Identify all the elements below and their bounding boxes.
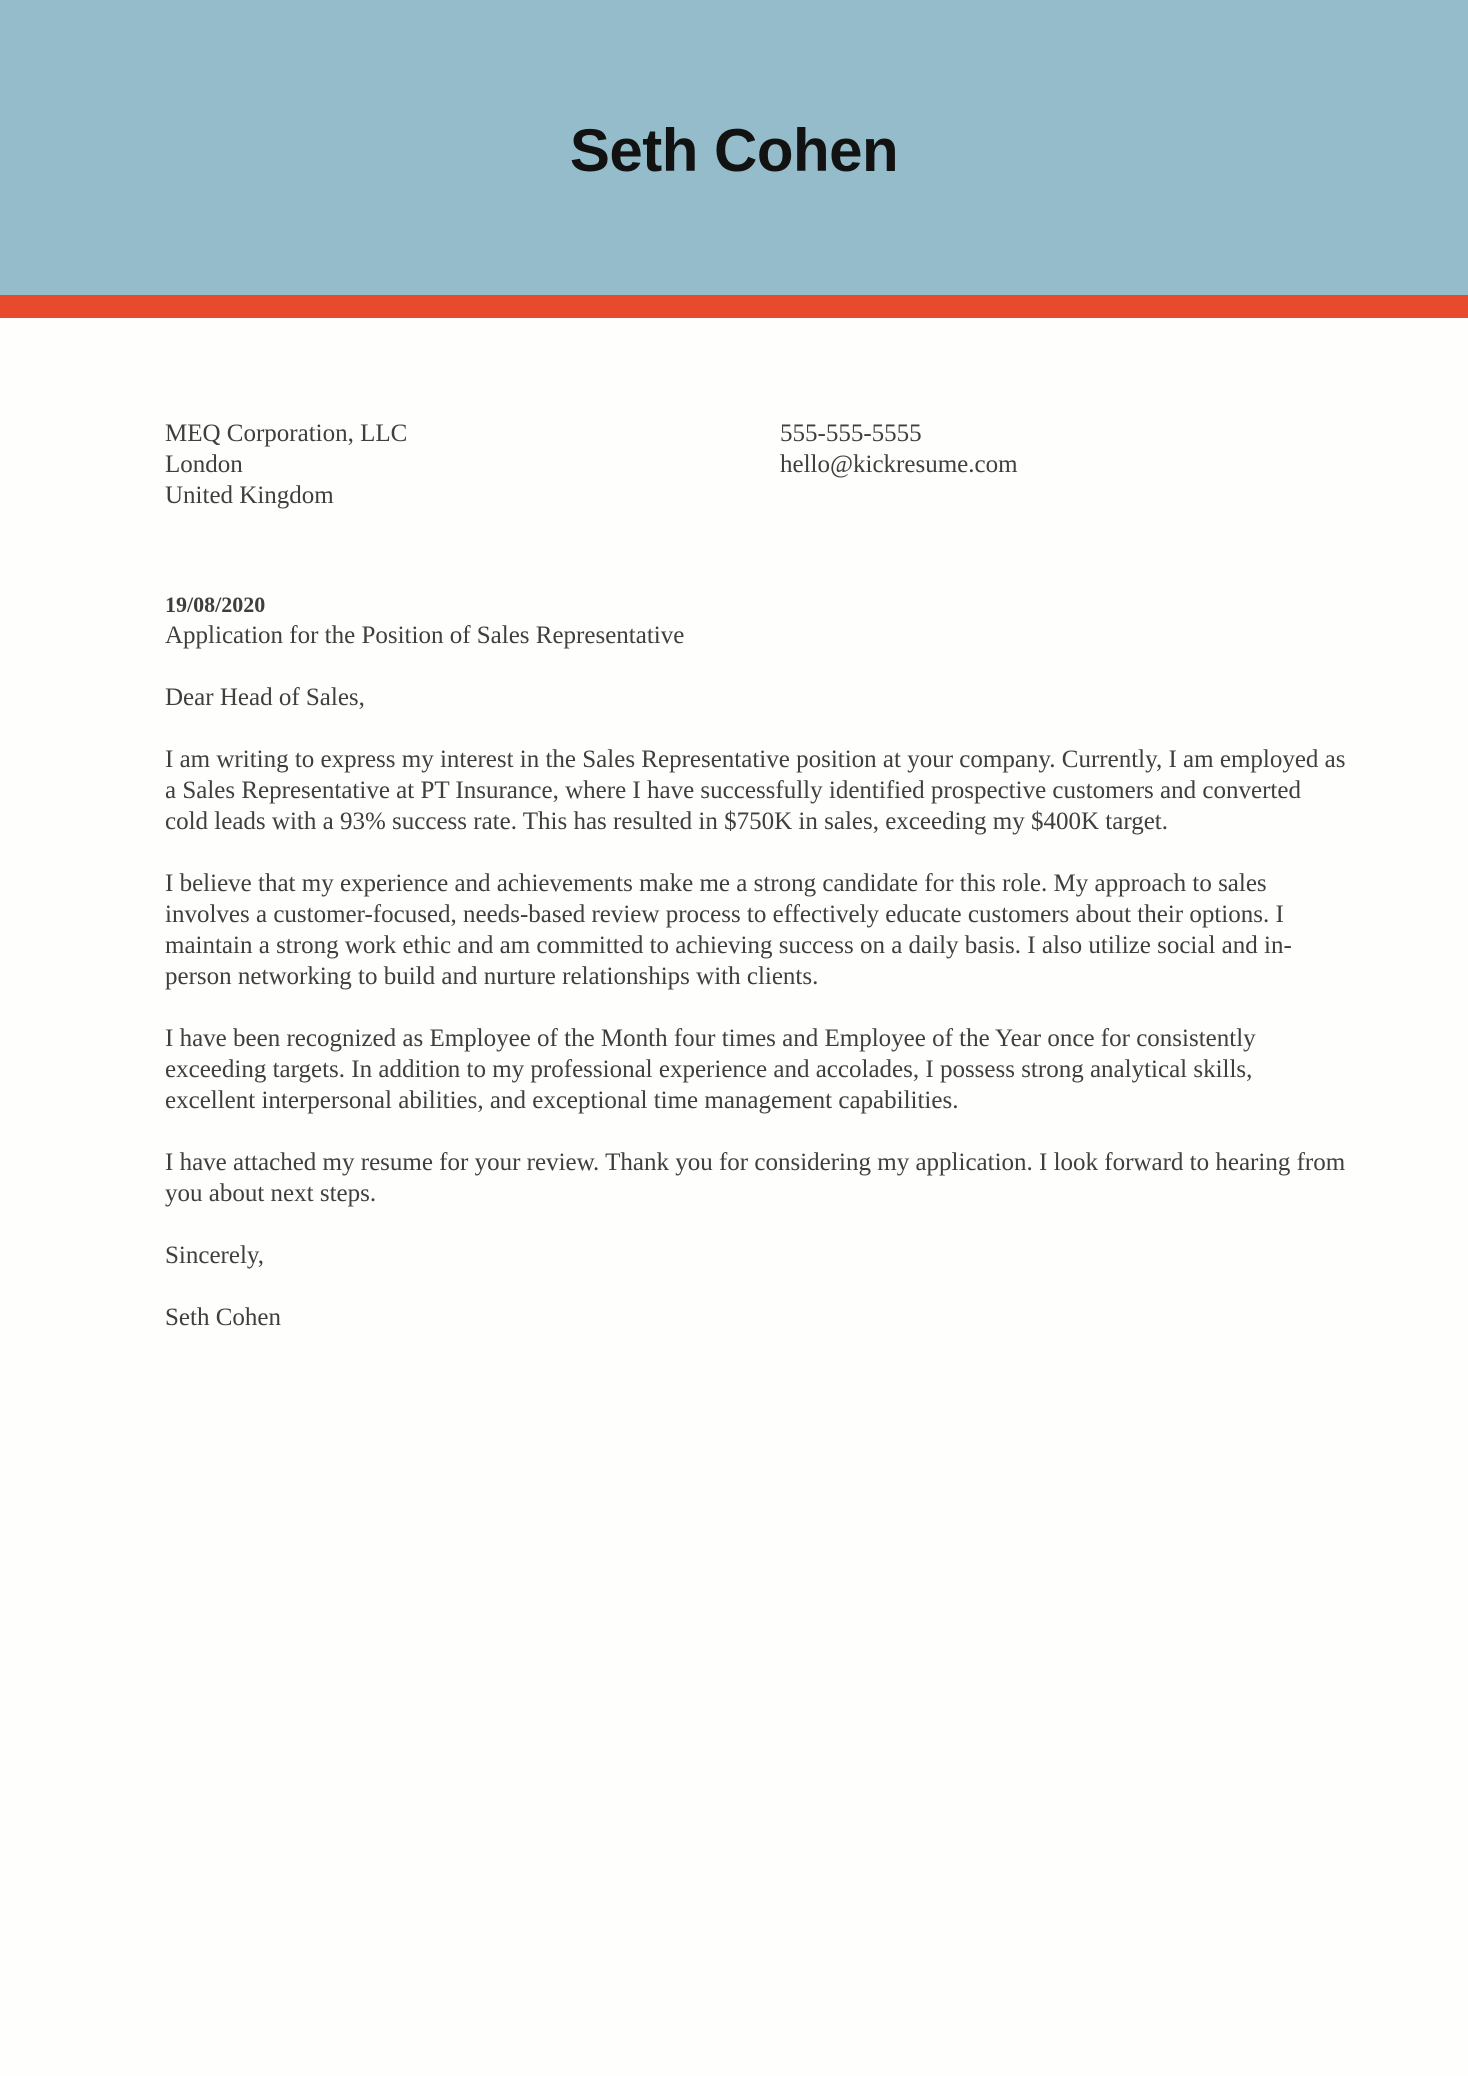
- letter-subject: Application for the Position of Sales Representative: [165, 622, 685, 649]
- salutation: Dear Head of Sales,: [165, 684, 365, 711]
- contact-block: [165, 418, 1348, 511]
- email-address: hello@kickresume.com: [780, 451, 1018, 478]
- company-city: London: [165, 451, 243, 478]
- phone-number: 555-555-5555: [780, 420, 922, 447]
- letter-date: 19/08/2020: [165, 592, 266, 617]
- recipient-address: [165, 418, 780, 511]
- body-paragraph-4: I have attached my resume for your review. Thank you for considering my application. I look forward to hearing from you about next steps.: [165, 1149, 1346, 1207]
- applicant-name-title: Seth Cohen: [569, 117, 899, 184]
- sender-contact: [780, 418, 1348, 480]
- accent-stripe: [0, 295, 1468, 318]
- body-paragraph-2: I believe that my experience and achievements make me a strong candidate for this role. My approach to sales involves a customer-focused, needs-based review process to effectively educate customers about their options. I maintain a strong work ethic and am committed to achieving success on a daily basis. I also utilize social and in-person networking to build and nurture relationships with clients.: [165, 870, 1292, 990]
- body-paragraph-1: I am writing to express my interest in the Sales Representative position at your company. Currently, I am employed as a Sales Representative at PT Insurance, where I have successfully identified prospective customers and converted cold leads with a 93% success rate. This has resulted in $750K in sales, exceeding my $400K target.: [165, 746, 1346, 835]
- closing: Sincerely,: [165, 1242, 265, 1269]
- signature: Seth Cohen: [165, 1304, 281, 1331]
- company-country: United Kingdom: [165, 482, 334, 509]
- header-band: [0, 0, 1468, 295]
- body-paragraph-3: I have been recognized as Employee of the Month four times and Employee of the Year once for consistently exceeding targets. In addition to my professional experience and accolades, I possess strong analytical skills, excellent interpersonal abilities, and exceptional time management capabilities.: [165, 1025, 1256, 1114]
- letter-content: [0, 418, 1468, 1333]
- company-name: MEQ Corporation, LLC: [165, 420, 408, 447]
